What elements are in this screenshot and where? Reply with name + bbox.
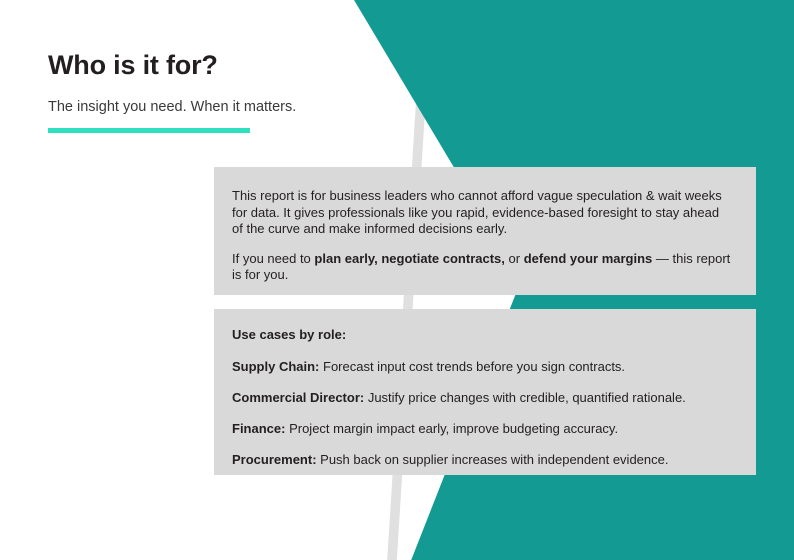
- list-item: [232, 452, 732, 468]
- list-item: [232, 421, 732, 437]
- accent-underline: [48, 128, 250, 133]
- intro-panel: [214, 167, 756, 295]
- role-name: Commercial Director:: [232, 390, 365, 405]
- intro-mid-text: or: [504, 250, 524, 266]
- intro-paragraph-2: [232, 251, 732, 284]
- roles-heading: Use cases by role:: [232, 327, 347, 342]
- role-description: Forecast input cost trends before you sign contracts.: [319, 359, 626, 374]
- role-name: Procurement:: [232, 452, 317, 467]
- page-subtitle: The insight you need. When it matters.: [48, 99, 297, 115]
- page-title: Who is it for?: [48, 50, 218, 80]
- intro-paragraph-1: This report is for business leaders who cannot afford vague speculation & wait weeks for data. It gives professionals like you rapid, evidence-based foresight to stay ahead of the curve and make informed decisions early.: [232, 188, 722, 236]
- list-item: [232, 390, 732, 406]
- intro-bold-1: plan early, negotiate contracts,: [314, 250, 505, 266]
- role-name: Finance:: [232, 421, 286, 436]
- role-description: Push back on supplier increases with independent evidence.: [316, 452, 669, 467]
- role-description: Project margin impact early, improve budgeting accuracy.: [285, 421, 619, 436]
- role-name: Supply Chain:: [232, 359, 320, 374]
- roles-panel: [214, 309, 756, 475]
- list-item: [232, 359, 732, 375]
- role-description: Justify price changes with credible, quantified rationale.: [364, 390, 686, 405]
- intro-bold-2: defend your margins: [523, 250, 653, 266]
- intro-lead-text: If you need to: [232, 250, 315, 266]
- intro-tail-text: — this report is for you.: [232, 250, 731, 282]
